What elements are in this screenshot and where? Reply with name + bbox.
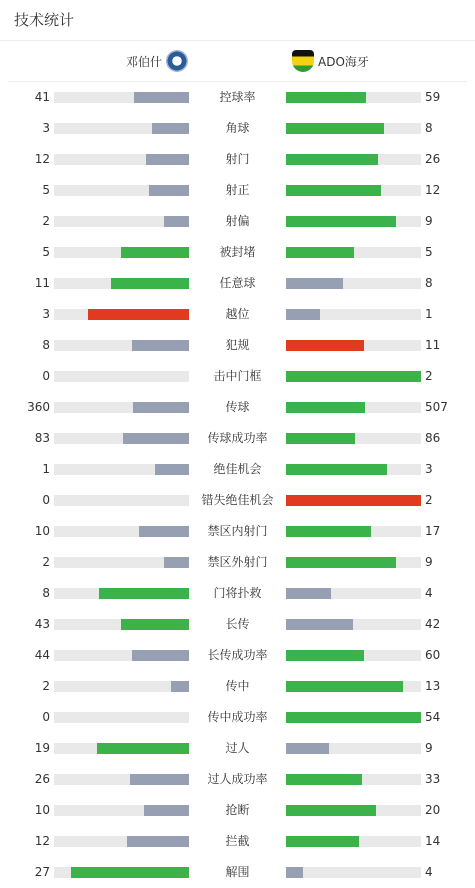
stat-label: 角球 — [225, 121, 250, 135]
away-stat-bar — [286, 619, 421, 630]
stat-label: 禁区外射门 — [207, 555, 268, 569]
away-stat-bar-fill — [286, 526, 371, 537]
home-stat-bar — [54, 526, 189, 537]
home-stat-value: 0 — [42, 369, 50, 383]
away-stat-bar-fill — [286, 247, 354, 258]
away-stat-bar — [286, 216, 421, 227]
home-stat-bar-fill — [139, 526, 189, 537]
home-stat-value: 8 — [42, 338, 50, 352]
stat-label: 传中成功率 — [207, 710, 268, 724]
home-stat-bar-fill — [171, 681, 189, 692]
home-stat-bar — [54, 247, 189, 258]
away-stat-bar — [286, 185, 421, 196]
away-stat-bar-fill — [286, 743, 329, 754]
home-stat-bar-fill — [121, 619, 189, 630]
stat-label: 射偏 — [225, 214, 250, 228]
away-stat-value: 12 — [425, 183, 441, 197]
away-stat-bar — [286, 278, 421, 289]
stat-row — [0, 702, 475, 733]
home-stat-bar-fill — [127, 836, 189, 847]
home-stat-bar-fill — [130, 774, 189, 785]
home-stat-bar — [54, 340, 189, 351]
stat-row — [0, 299, 475, 330]
away-stat-value: 17 — [425, 524, 441, 538]
away-stat-bar — [286, 309, 421, 320]
stat-label: 拦截 — [225, 834, 250, 848]
stat-label: 传球 — [225, 400, 250, 414]
away-stat-value: 507 — [425, 400, 448, 414]
home-stat-value: 27 — [34, 865, 50, 879]
away-stat-bar-fill — [286, 805, 376, 816]
home-stat-bar-fill — [97, 743, 189, 754]
home-team-logo-icon — [166, 50, 188, 72]
away-stat-value: 3 — [425, 462, 433, 476]
away-team-name: ADO海牙 — [318, 54, 369, 69]
away-stat-value: 2 — [425, 369, 433, 383]
away-stat-bar — [286, 588, 421, 599]
away-stat-bar — [286, 340, 421, 351]
away-stat-bar — [286, 464, 421, 475]
home-stat-bar-fill — [134, 92, 189, 103]
stat-row — [0, 113, 475, 144]
away-stat-bar — [286, 836, 421, 847]
home-stat-bar — [54, 774, 189, 785]
away-stat-bar — [286, 867, 421, 878]
home-stat-value: 43 — [34, 617, 50, 631]
stat-row — [0, 237, 475, 268]
away-stat-value: 2 — [425, 493, 433, 507]
stat-label: 过人 — [225, 741, 250, 755]
stat-label: 越位 — [225, 307, 250, 321]
home-stat-value: 41 — [34, 90, 50, 104]
away-stat-bar-fill — [286, 216, 396, 227]
away-stat-value: 4 — [425, 586, 433, 600]
stat-label: 抢断 — [225, 803, 250, 817]
home-stat-bar — [54, 867, 189, 878]
stat-label: 绝佳机会 — [213, 462, 262, 476]
away-stat-value: 9 — [425, 555, 433, 569]
home-stat-bar — [54, 123, 189, 134]
home-stat-bar — [54, 185, 189, 196]
home-stat-bar — [54, 433, 189, 444]
page-title: 技术统计 — [0, 0, 475, 41]
home-stat-bar-fill — [133, 402, 189, 413]
home-stat-value: 10 — [34, 803, 50, 817]
stat-row — [0, 516, 475, 547]
stat-row — [0, 454, 475, 485]
away-stat-value: 14 — [425, 834, 441, 848]
away-stat-bar-fill — [286, 588, 331, 599]
stat-label: 禁区内射门 — [207, 524, 268, 538]
stat-label: 传球成功率 — [207, 431, 268, 445]
home-stat-bar — [54, 278, 189, 289]
away-stat-bar-fill — [286, 650, 364, 661]
home-stat-bar-fill — [111, 278, 189, 289]
away-stat-value: 20 — [425, 803, 441, 817]
away-stat-value: 59 — [425, 90, 441, 104]
away-stat-value: 33 — [425, 772, 441, 786]
home-stat-bar — [54, 743, 189, 754]
away-stat-bar-fill — [286, 681, 403, 692]
away-team[interactable] — [292, 41, 369, 81]
team-header — [8, 41, 467, 82]
stat-row — [0, 392, 475, 423]
home-stat-value: 2 — [42, 555, 50, 569]
away-stat-bar-fill — [286, 619, 353, 630]
home-stat-bar-fill — [152, 123, 189, 134]
away-stat-value: 11 — [425, 338, 441, 352]
home-stat-bar — [54, 216, 189, 227]
home-stat-bar-fill — [99, 588, 189, 599]
home-stat-value: 5 — [42, 245, 50, 259]
home-stat-bar-fill — [144, 805, 189, 816]
away-stat-bar — [286, 557, 421, 568]
stat-label: 错失绝佳机会 — [201, 493, 274, 507]
stat-row — [0, 361, 475, 392]
home-stat-value: 3 — [42, 307, 50, 321]
home-stat-bar-fill — [149, 185, 189, 196]
away-stat-value: 8 — [425, 121, 433, 135]
away-stat-value: 26 — [425, 152, 441, 166]
stat-row — [0, 268, 475, 299]
stat-label: 击中门框 — [213, 369, 262, 383]
stats-list — [0, 82, 475, 888]
stat-row — [0, 640, 475, 671]
home-stat-value: 83 — [34, 431, 50, 445]
home-stat-bar-fill — [121, 247, 189, 258]
away-stat-bar-fill — [286, 774, 362, 785]
away-stat-bar — [286, 92, 421, 103]
home-stat-bar — [54, 371, 189, 382]
away-stat-bar — [286, 712, 421, 723]
home-stat-bar — [54, 495, 189, 506]
home-stat-bar-fill — [123, 433, 189, 444]
stat-label: 任意球 — [219, 276, 256, 290]
away-stat-value: 86 — [425, 431, 441, 445]
away-stat-bar — [286, 805, 421, 816]
home-stat-bar-fill — [164, 216, 189, 227]
away-stat-bar-fill — [286, 92, 366, 103]
home-stat-value: 19 — [34, 741, 50, 755]
away-stat-bar — [286, 123, 421, 134]
home-stat-value: 12 — [34, 834, 50, 848]
away-stat-bar-fill — [286, 123, 384, 134]
home-stat-bar — [54, 712, 189, 723]
home-stat-bar — [54, 805, 189, 816]
away-stat-value: 8 — [425, 276, 433, 290]
home-stat-bar-fill — [132, 650, 189, 661]
away-stat-bar — [286, 433, 421, 444]
stat-row — [0, 175, 475, 206]
home-stat-bar-fill — [132, 340, 189, 351]
away-stat-bar — [286, 154, 421, 165]
away-stat-value: 9 — [425, 214, 433, 228]
away-stat-bar-fill — [286, 433, 355, 444]
home-stat-bar — [54, 464, 189, 475]
away-stat-value: 9 — [425, 741, 433, 755]
home-stat-bar — [54, 309, 189, 320]
away-stat-value: 54 — [425, 710, 441, 724]
away-stat-bar — [286, 495, 421, 506]
away-stat-bar-fill — [286, 154, 378, 165]
home-stat-bar-fill — [164, 557, 189, 568]
stat-label: 门将扑救 — [213, 586, 262, 600]
away-stat-value: 60 — [425, 648, 441, 662]
away-stat-value: 13 — [425, 679, 441, 693]
stat-label: 长传 — [225, 617, 250, 631]
stat-label: 射正 — [225, 183, 250, 197]
away-stat-value: 1 — [425, 307, 433, 321]
away-stat-bar-fill — [286, 278, 343, 289]
home-stat-bar-fill — [88, 309, 189, 320]
stat-row — [0, 578, 475, 609]
home-stat-bar — [54, 588, 189, 599]
away-stat-value: 42 — [425, 617, 441, 631]
home-stat-bar — [54, 92, 189, 103]
stat-row — [0, 547, 475, 578]
away-stat-bar — [286, 526, 421, 537]
away-stat-bar-fill — [286, 464, 387, 475]
away-stat-bar — [286, 743, 421, 754]
away-stat-bar — [286, 774, 421, 785]
home-stat-value: 11 — [34, 276, 50, 290]
stat-label: 解围 — [225, 865, 250, 879]
home-stat-bar — [54, 619, 189, 630]
home-stat-value: 26 — [34, 772, 50, 786]
home-stat-value: 5 — [42, 183, 50, 197]
stat-row — [0, 144, 475, 175]
stat-row — [0, 485, 475, 516]
away-stat-value: 4 — [425, 865, 433, 879]
stat-row — [0, 764, 475, 795]
away-stat-bar-fill — [286, 402, 365, 413]
stat-row — [0, 330, 475, 361]
stat-label: 传中 — [225, 679, 250, 693]
home-team[interactable] — [126, 41, 188, 81]
home-stat-bar — [54, 681, 189, 692]
stat-row — [0, 795, 475, 826]
away-stat-bar-fill — [286, 309, 320, 320]
home-team-name: 邓伯什 — [126, 54, 163, 69]
stat-label: 控球率 — [219, 90, 256, 104]
stat-row — [0, 423, 475, 454]
away-stat-bar — [286, 247, 421, 258]
home-stat-bar-fill — [155, 464, 189, 475]
home-stat-value: 3 — [42, 121, 50, 135]
home-stat-bar-fill — [71, 867, 189, 878]
away-stat-bar-fill — [286, 340, 364, 351]
stat-row — [0, 826, 475, 857]
home-stat-value: 44 — [34, 648, 50, 662]
away-stat-bar-fill — [286, 712, 421, 723]
home-stat-bar — [54, 154, 189, 165]
home-stat-value: 2 — [42, 679, 50, 693]
away-team-logo-icon — [292, 50, 314, 72]
away-stat-bar — [286, 681, 421, 692]
away-stat-bar-fill — [286, 495, 421, 506]
home-stat-value: 10 — [34, 524, 50, 538]
stat-row — [0, 609, 475, 640]
home-stat-bar-fill — [146, 154, 189, 165]
stat-row — [0, 671, 475, 702]
home-stat-value: 0 — [42, 493, 50, 507]
home-stat-bar — [54, 836, 189, 847]
away-stat-bar-fill — [286, 371, 421, 382]
away-stat-bar-fill — [286, 867, 303, 878]
away-stat-bar — [286, 402, 421, 413]
home-stat-bar — [54, 402, 189, 413]
stat-label: 长传成功率 — [207, 648, 268, 662]
away-stat-bar-fill — [286, 557, 396, 568]
away-stat-bar — [286, 371, 421, 382]
home-stat-value: 360 — [27, 400, 50, 414]
stat-row — [0, 82, 475, 113]
stat-label: 过人成功率 — [207, 772, 268, 786]
stat-label: 射门 — [225, 152, 250, 166]
home-stat-value: 0 — [42, 710, 50, 724]
home-stat-bar — [54, 557, 189, 568]
stat-label: 犯规 — [225, 338, 250, 352]
stat-row — [0, 206, 475, 237]
home-stat-value: 12 — [34, 152, 50, 166]
away-stat-bar — [286, 650, 421, 661]
away-stat-bar-fill — [286, 836, 359, 847]
away-stat-value: 5 — [425, 245, 433, 259]
home-stat-value: 2 — [42, 214, 50, 228]
home-stat-bar — [54, 650, 189, 661]
home-stat-value: 8 — [42, 586, 50, 600]
stat-label: 被封堵 — [219, 245, 256, 259]
stat-row — [0, 857, 475, 888]
home-stat-value: 1 — [42, 462, 50, 476]
stat-row — [0, 733, 475, 764]
away-stat-bar-fill — [286, 185, 381, 196]
